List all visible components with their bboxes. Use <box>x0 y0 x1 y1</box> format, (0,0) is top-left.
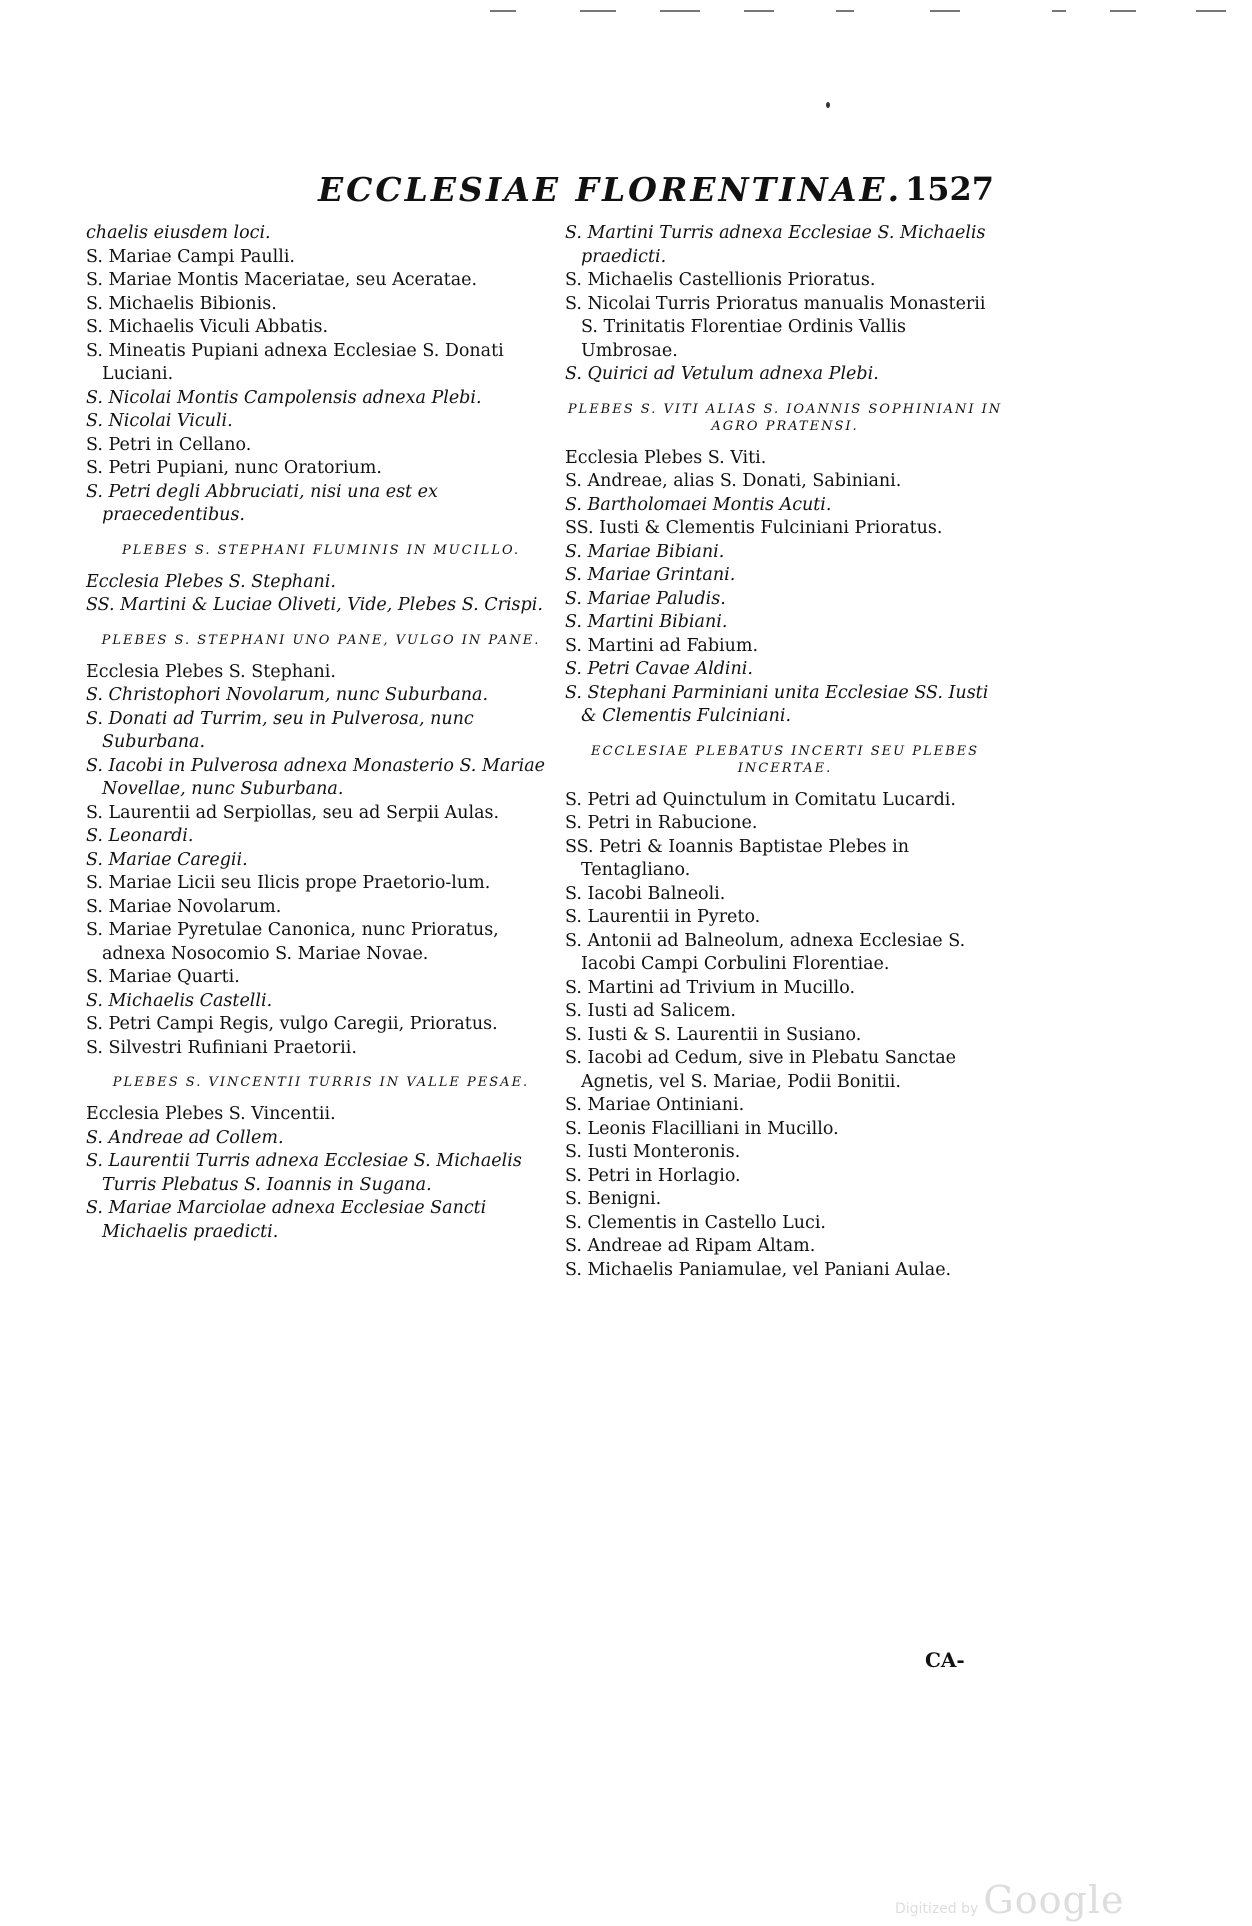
page-title: ECCLESIAE FLORENTINAE. <box>318 170 903 209</box>
church-entry: S. Christophori Novolarum, nunc Suburbana. <box>86 685 489 705</box>
church-entry: S. Petri in Cellano. <box>86 434 252 455</box>
church-entry: S. Petri Cavae Aldini. <box>565 659 753 679</box>
scan-edge-mark <box>744 10 774 12</box>
church-entry: S. Michaelis Castelli. <box>86 990 273 1011</box>
church-entry: S. Martini ad Fabium. <box>565 635 759 656</box>
church-entry: S. Mariae Bibiani. <box>565 541 725 562</box>
church-entry: S. Andreae ad Collem. <box>86 1127 284 1148</box>
church-entry: S. Petri Campi Regis, vulgo Caregii, Prioratus. <box>86 1014 498 1034</box>
church-entry: S. Iacobi in Pulverosa adnexa Monasterio S. Mariae Novellae, nunc Suburbana. <box>86 755 546 799</box>
church-entry: Ecclesia Plebes S. Stephani. <box>86 661 336 682</box>
church-entry: S. Antonii ad Balneolum, adnexa Ecclesiae S. Iacobi Campi Corbulini Florentiae. <box>565 930 966 974</box>
church-entry: S. Mariae Campi Paulli. <box>86 246 295 267</box>
church-entry: S. Mariae Ontiniani. <box>565 1095 745 1115</box>
church-entry: chaelis eiusdem loci. <box>86 223 271 243</box>
church-entry: S. Mineatis Pupiani adnexa Ecclesiae S. Donati Luciani. <box>86 340 504 384</box>
watermark-small-text: Digitized by <box>895 1901 979 1917</box>
church-entry: S. Silvestri Rufiniani Praetorii. <box>86 1037 357 1058</box>
section-heading: PLEBES S. STEPHANI FLUMINIS IN MUCILLO. <box>121 542 521 558</box>
church-entry: S. Petri ad Quinctulum in Comitatu Lucardi. <box>565 789 956 810</box>
watermark-logo-text: Google <box>983 1878 1125 1922</box>
church-entry: S. Mariae Marciolae adnexa Ecclesiae Sancti Michaelis praedicti. <box>86 1198 487 1242</box>
church-entry: S. Mariae Pyretulae Canonica, nunc Prioratus, adnexa Nosocomio S. Mariae Novae. <box>86 920 499 964</box>
church-entry: S. Laurentii Turris adnexa Ecclesiae S. Michaelis Turris Plebatus S. Ioannis in Sugana. <box>86 1151 522 1195</box>
church-entry: S. Mariae Grintani. <box>565 565 736 585</box>
ink-speck <box>826 102 830 108</box>
church-entry: S. Mariae Licii seu Ilicis prope Praetorio-lum. <box>86 873 491 893</box>
digitized-watermark <box>895 1878 1124 1922</box>
church-entry: S. Petri in Horlagio. <box>565 1165 741 1186</box>
church-entry: S. Mariae Paludis. <box>565 588 726 609</box>
church-entry: S. Laurentii in Pyreto. <box>565 907 761 927</box>
church-entry: S. Benigni. <box>565 1189 662 1209</box>
church-entry: S. Iusti & S. Laurentii in Susiano. <box>565 1024 862 1045</box>
scan-edge-mark <box>1110 10 1136 12</box>
scan-edge-mark <box>580 10 616 12</box>
church-entry: S. Clementis in Castello Luci. <box>565 1212 826 1233</box>
church-entry: S. Donati ad Turrim, seu in Pulverosa, nunc Suburbana. <box>86 708 474 752</box>
church-entry: Ecclesia Plebes S. Viti. <box>565 447 767 468</box>
church-entry: S. Iusti Monteronis. <box>565 1142 741 1162</box>
church-entry: S. Iacobi Balneoli. <box>565 883 726 904</box>
section-heading: PLEBES S. VINCENTII TURRIS IN VALLE PESAE. <box>112 1075 530 1090</box>
church-entry: S. Mariae Montis Maceriatae, seu Aceratae. <box>86 270 478 290</box>
left-column <box>86 222 556 1244</box>
church-entry: S. Michaelis Viculi Abbatis. <box>86 317 329 337</box>
church-entry: Ecclesia Plebes S. Stephani. <box>86 571 336 592</box>
section-heading: ECCLESIAE PLEBATUS INCERTI SEU PLEBES INCERTAE. <box>590 743 980 776</box>
catchword: CA- <box>925 1648 965 1672</box>
church-entry: S. Iacobi ad Cedum, sive in Plebatu Sanctae Agnetis, vel S. Mariae, Podii Bonitii. <box>565 1048 957 1092</box>
scan-edge-mark <box>490 10 516 12</box>
church-entry: S. Martini Turris adnexa Ecclesiae S. Michaelis praedicti. <box>565 223 986 267</box>
church-entry: S. Andreae ad Ripam Altam. <box>565 1236 816 1256</box>
church-entry: S. Stephani Parminiani unita Ecclesiae SS. Iusti & Clementis Fulciniani. <box>565 682 989 726</box>
church-entry: S. Andreae, alias S. Donati, Sabiniani. <box>565 471 902 491</box>
church-entry: S. Nicolai Turris Prioratus manualis Monasterii S. Trinitatis Florentiae Ordinis Vallis Umbrosae. <box>565 293 986 361</box>
church-entry: S. Michaelis Paniamulae, vel Paniani Aulae. <box>565 1259 952 1280</box>
scan-edge-mark <box>836 10 854 12</box>
church-entry: S. Bartholomaei Montis Acuti. <box>565 494 832 515</box>
church-entry: S. Nicolai Viculi. <box>86 411 233 431</box>
section-heading: PLEBES S. STEPHANI UNO PANE, VULGO IN PANE. <box>101 632 541 648</box>
page-number: 1527 <box>905 170 995 208</box>
right-column <box>565 222 1005 1282</box>
church-entry: S. Martini Bibiani. <box>565 612 728 632</box>
church-entry: S. Nicolai Montis Campolensis adnexa Plebi. <box>86 387 482 408</box>
church-entry: S. Mariae Novolarum. <box>86 896 282 917</box>
church-entry: S. Mariae Quarti. <box>86 967 240 987</box>
church-entry: SS. Martini & Luciae Oliveti, Vide, Plebes S. Crispi. <box>86 595 543 615</box>
church-entry: S. Iusti ad Salicem. <box>565 1001 736 1021</box>
scan-edge-mark <box>1196 10 1226 12</box>
church-entry: S. Petri in Rabucione. <box>565 813 758 833</box>
church-entry: Ecclesia Plebes S. Vincentii. <box>86 1104 336 1124</box>
church-entry: S. Laurentii ad Serpiollas, seu ad Serpii Aulas. <box>86 802 500 823</box>
church-entry: S. Martini ad Trivium in Mucillo. <box>565 977 856 998</box>
church-entry: S. Leonardi. <box>86 826 194 846</box>
scan-edge-mark <box>660 10 700 12</box>
scan-edge-mark <box>930 10 960 12</box>
church-entry: S. Leonis Flacilliani in Mucillo. <box>565 1118 839 1139</box>
church-entry: S. Petri degli Abbruciati, nisi una est ex praecedentibus. <box>86 481 438 525</box>
church-entry: S. Mariae Caregii. <box>86 849 248 870</box>
church-entry: S. Quirici ad Vetulum adnexa Plebi. <box>565 364 879 384</box>
church-entry: S. Michaelis Castellionis Prioratus. <box>565 270 876 290</box>
church-entry: SS. Petri & Ioannis Baptistae Plebes in Tentagliano. <box>565 836 909 880</box>
church-entry: S. Petri Pupiani, nunc Oratorium. <box>86 458 382 478</box>
church-entry: S. Michaelis Bibionis. <box>86 293 277 314</box>
church-entry: SS. Iusti & Clementis Fulciniani Prioratus. <box>565 518 943 538</box>
scan-edge-mark <box>1052 10 1066 12</box>
section-heading: PLEBES S. VITI ALIAS S. IOANNIS SOPHINIANI IN AGRO PRATENSI. <box>567 401 1003 434</box>
